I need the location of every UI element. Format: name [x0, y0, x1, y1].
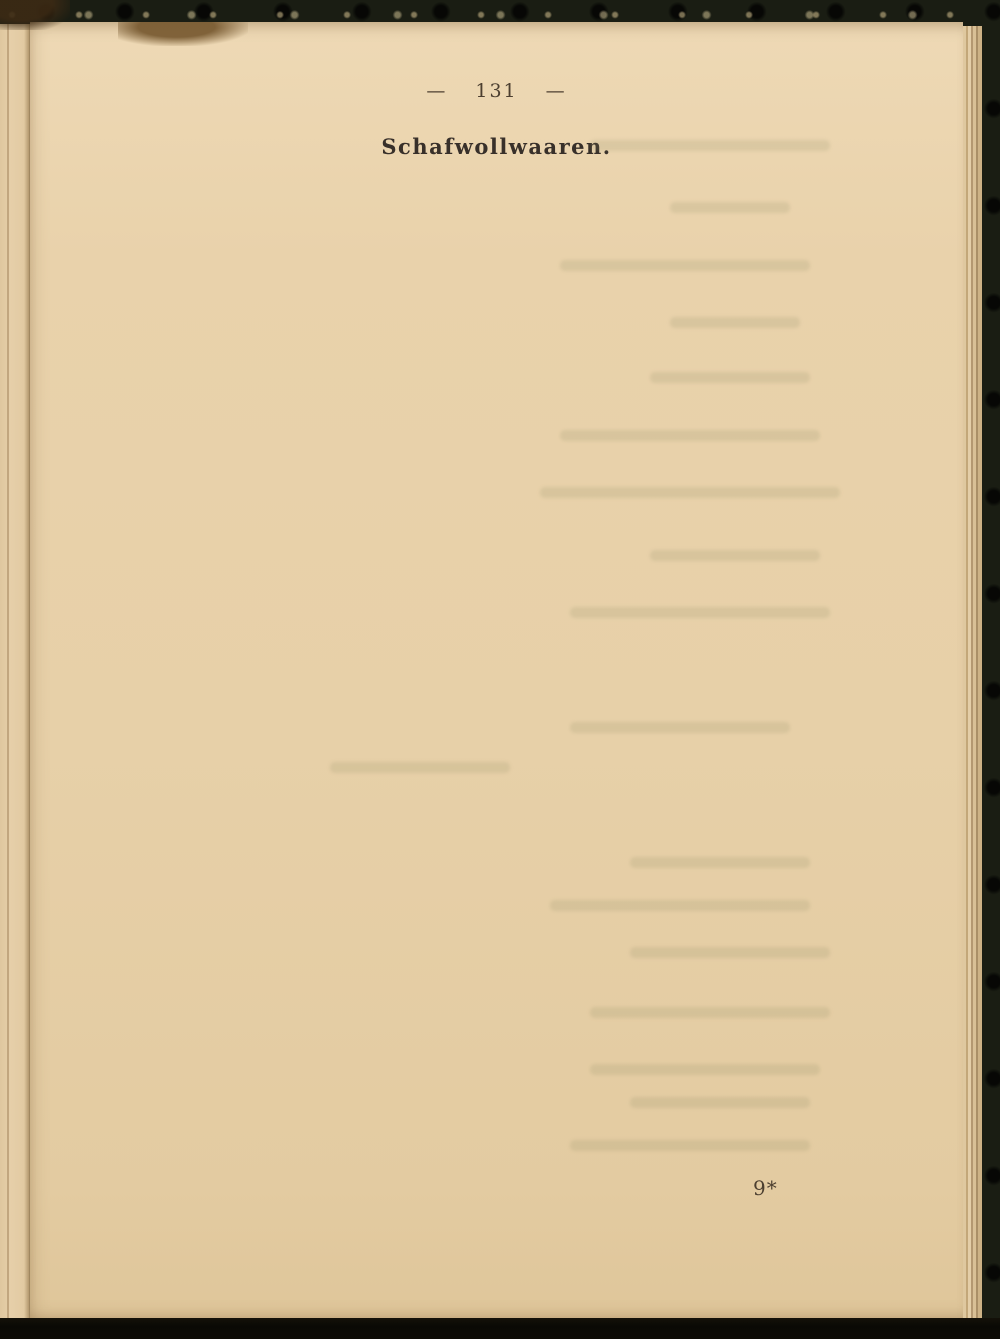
show-through-smudge	[570, 722, 790, 733]
show-through-smudge	[560, 430, 820, 441]
section-title: Schafwollwaaren.	[381, 134, 612, 159]
show-through-smudge	[670, 202, 790, 213]
cover-wear-mark	[118, 22, 248, 46]
show-through-smudge	[540, 487, 840, 498]
show-through-smudge	[590, 1064, 820, 1075]
show-through-smudge	[560, 260, 810, 271]
show-through-smudge	[590, 140, 830, 151]
show-through-smudge	[630, 947, 830, 958]
show-through-smudge	[630, 857, 810, 868]
show-through-smudge	[650, 550, 820, 561]
cover-corner-shadow	[0, 0, 70, 30]
show-through-smudge	[670, 317, 800, 328]
previous-page-edge	[0, 24, 30, 1318]
book-page	[30, 22, 963, 1318]
page-edges-right	[963, 26, 982, 1318]
book-cover-bottom	[0, 1318, 1000, 1339]
show-through-smudge	[630, 1097, 810, 1108]
page-number: — 131 —	[426, 80, 567, 102]
show-through-smudge	[650, 372, 810, 383]
show-through-smudge	[330, 762, 510, 773]
catalog-entries	[158, 174, 822, 180]
show-through-smudge	[550, 900, 810, 911]
signature-mark: 9*	[753, 1176, 778, 1200]
show-through-smudge	[570, 1140, 810, 1151]
show-through-smudge	[570, 607, 830, 618]
show-through-smudge	[590, 1007, 830, 1018]
